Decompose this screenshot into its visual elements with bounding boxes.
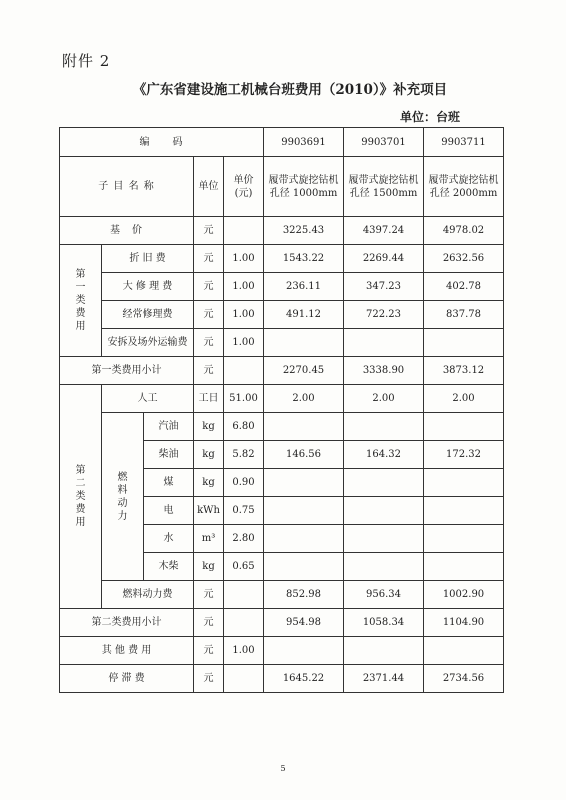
value-2: 956.34 — [344, 581, 424, 609]
row-price: 0.75 — [224, 497, 264, 525]
machine-spec: 孔径 1000mm — [269, 187, 338, 199]
value-2 — [344, 637, 424, 665]
machine-spec: 孔径 1500mm — [349, 187, 418, 199]
row-label: 第二类费用小计 — [60, 609, 194, 637]
table-row — [60, 301, 504, 329]
category-char: 用 — [75, 321, 86, 332]
value-1: 2.00 — [264, 385, 344, 413]
row-label: 汽油 — [144, 413, 194, 441]
row-label: 燃料动力费 — [102, 581, 194, 609]
row-unit: 元 — [194, 245, 224, 273]
value-2: 347.23 — [344, 273, 424, 301]
category-char: 第 — [75, 465, 86, 476]
row-price: 6.80 — [224, 413, 264, 441]
code-label: 编 码 — [60, 128, 264, 157]
value-2 — [344, 497, 424, 525]
row-price — [224, 217, 264, 245]
row-label: 木柴 — [144, 553, 194, 581]
machine-2-header — [344, 157, 424, 217]
machine-name: 履带式旋挖钻机 — [268, 174, 339, 186]
code-2: 9903701 — [344, 128, 424, 157]
row-unit: 元 — [194, 609, 224, 637]
value-1 — [264, 413, 344, 441]
value-3: 4978.02 — [424, 217, 504, 245]
row-unit: kg — [194, 553, 224, 581]
page-number: 5 — [280, 764, 286, 773]
fuel-char: 动 — [117, 497, 128, 509]
value-1: 491.12 — [264, 301, 344, 329]
fuel-char: 燃 — [117, 471, 128, 483]
value-3: 2632.56 — [424, 245, 504, 273]
row-unit: 元 — [194, 329, 224, 357]
value-1: 1645.22 — [264, 665, 344, 693]
row-unit: 元 — [194, 357, 224, 385]
value-3: 1104.90 — [424, 609, 504, 637]
value-1: 2270.45 — [264, 357, 344, 385]
category-char: 费 — [75, 504, 86, 515]
row-price: 1.00 — [224, 329, 264, 357]
row-unit: kg — [194, 469, 224, 497]
category-1-subtotal-row — [60, 357, 504, 385]
row-price: 0.90 — [224, 469, 264, 497]
unit-header: 单位 — [194, 157, 224, 217]
row-label: 停 滞 费 — [60, 665, 194, 693]
value-2: 722.23 — [344, 301, 424, 329]
value-3 — [424, 469, 504, 497]
row-unit: 元 — [194, 217, 224, 245]
row-price: 1.00 — [224, 301, 264, 329]
value-2 — [344, 469, 424, 497]
value-3 — [424, 525, 504, 553]
row-price — [224, 665, 264, 693]
value-1: 236.11 — [264, 273, 344, 301]
price-header-line1: 单价 — [233, 174, 254, 186]
fuel-char: 力 — [117, 510, 128, 522]
row-unit: kg — [194, 413, 224, 441]
table-row — [60, 329, 504, 357]
row-label: 经常修理费 — [102, 301, 194, 329]
row-price: 2.80 — [224, 525, 264, 553]
code-1: 9903691 — [264, 128, 344, 157]
category-char: 一 — [75, 282, 86, 293]
table-row — [60, 245, 504, 273]
machine-1-header — [264, 157, 344, 217]
row-price: 1.00 — [224, 245, 264, 273]
value-2 — [344, 413, 424, 441]
machine-name: 履带式旋挖钻机 — [348, 174, 419, 186]
row-unit: 元 — [194, 581, 224, 609]
row-unit: 元 — [194, 637, 224, 665]
row-label: 煤 — [144, 469, 194, 497]
value-1: 852.98 — [264, 581, 344, 609]
value-1 — [264, 525, 344, 553]
fuel-cost-row — [60, 581, 504, 609]
row-unit: kg — [194, 441, 224, 469]
value-1 — [264, 637, 344, 665]
value-3 — [424, 553, 504, 581]
document-title: 《广东省建设施工机械台班费用（2010）》补充项目 — [132, 82, 448, 98]
machine-spec: 孔径 2000mm — [429, 187, 498, 199]
row-price: 1.00 — [224, 637, 264, 665]
category-2-subtotal-row — [60, 609, 504, 637]
value-2: 2.00 — [344, 385, 424, 413]
value-2: 4397.24 — [344, 217, 424, 245]
price-header-line2: (元) — [234, 187, 253, 199]
row-label: 人工 — [102, 385, 194, 413]
value-2 — [344, 553, 424, 581]
row-label: 大 修 理 费 — [102, 273, 194, 301]
row-label: 安拆及场外运输费 — [102, 329, 194, 357]
value-1 — [264, 497, 344, 525]
value-2: 2371.44 — [344, 665, 424, 693]
value-3: 2734.56 — [424, 665, 504, 693]
row-label: 柴油 — [144, 441, 194, 469]
row-unit: 元 — [194, 301, 224, 329]
price-header — [224, 157, 264, 217]
value-2: 1058.34 — [344, 609, 424, 637]
row-price — [224, 357, 264, 385]
category-char: 类 — [75, 491, 86, 502]
row-price — [224, 581, 264, 609]
row-label: 第一类费用小计 — [60, 357, 194, 385]
value-3: 2.00 — [424, 385, 504, 413]
row-unit: kWh — [194, 497, 224, 525]
annex-label: 附件 2 — [62, 52, 111, 70]
table-row — [60, 385, 504, 413]
category-char: 第 — [75, 269, 86, 280]
base-price-row — [60, 217, 504, 245]
unit-label: 单位：台班 — [400, 110, 461, 124]
fuel-power-label — [102, 413, 144, 581]
row-price: 1.00 — [224, 273, 264, 301]
value-3: 402.78 — [424, 273, 504, 301]
value-3: 837.78 — [424, 301, 504, 329]
category-2-label — [60, 385, 102, 609]
value-1 — [264, 329, 344, 357]
category-1-label — [60, 245, 102, 357]
value-3 — [424, 329, 504, 357]
other-cost-row — [60, 637, 504, 665]
row-unit: 元 — [194, 665, 224, 693]
value-1 — [264, 469, 344, 497]
row-label: 基 价 — [60, 217, 194, 245]
row-unit: 元 — [194, 273, 224, 301]
category-char: 费 — [75, 308, 86, 319]
row-unit: 工日 — [194, 385, 224, 413]
value-3: 1002.90 — [424, 581, 504, 609]
value-1 — [264, 553, 344, 581]
row-label: 其 他 费 用 — [60, 637, 194, 665]
row-price: 5.82 — [224, 441, 264, 469]
value-3 — [424, 497, 504, 525]
value-1: 954.98 — [264, 609, 344, 637]
value-1: 3225.43 — [264, 217, 344, 245]
value-2: 2269.44 — [344, 245, 424, 273]
header-row — [60, 157, 504, 217]
category-char: 用 — [75, 517, 86, 528]
row-label: 水 — [144, 525, 194, 553]
code-row — [60, 128, 504, 157]
machine-name: 履带式旋挖钻机 — [428, 174, 499, 186]
fuel-char: 料 — [117, 484, 128, 496]
row-price: 51.00 — [224, 385, 264, 413]
row-unit: m³ — [194, 525, 224, 553]
value-3: 3873.12 — [424, 357, 504, 385]
item-name-header: 子 目 名 称 — [60, 157, 194, 217]
stoppage-cost-row — [60, 665, 504, 693]
row-label: 电 — [144, 497, 194, 525]
code-3: 9903711 — [424, 128, 504, 157]
value-1: 146.56 — [264, 441, 344, 469]
value-1: 1543.22 — [264, 245, 344, 273]
row-price — [224, 609, 264, 637]
row-label: 折 旧 费 — [102, 245, 194, 273]
machine-3-header — [424, 157, 504, 217]
table-row — [60, 413, 504, 441]
value-3 — [424, 637, 504, 665]
category-char: 类 — [75, 295, 86, 306]
value-2 — [344, 329, 424, 357]
cost-table — [59, 127, 504, 693]
row-price: 0.65 — [224, 553, 264, 581]
category-char: 二 — [75, 478, 86, 489]
value-2 — [344, 525, 424, 553]
table-row — [60, 273, 504, 301]
value-2: 164.32 — [344, 441, 424, 469]
value-2: 3338.90 — [344, 357, 424, 385]
value-3: 172.32 — [424, 441, 504, 469]
value-3 — [424, 413, 504, 441]
